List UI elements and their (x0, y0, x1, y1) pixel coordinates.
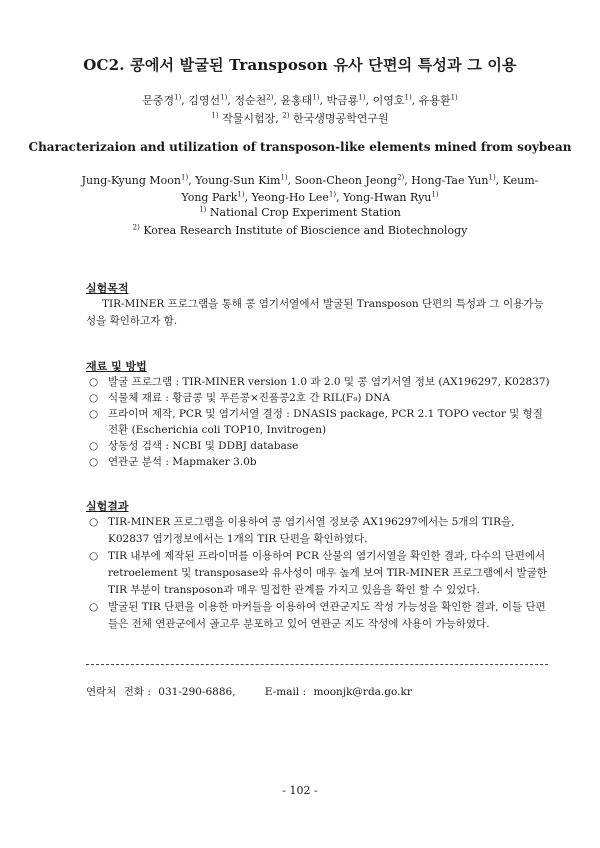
contact-info: 연락처 전화 : 031-290-6886, E-mail : moonjk@rda.go.kr (86, 686, 412, 698)
author-ko: 유용환$^{1)}$ (418, 93, 458, 107)
circle-bullet-icon: ○ (89, 376, 99, 388)
circle-bullet-icon: ○ (89, 550, 99, 562)
author-ko: 정순천$^{2)}$ (234, 93, 274, 107)
list-item: ○ TIR-MINER 프로그램을 이용하여 콩 염기서열 정보중 AX196297에서는 5개의 TIR을, K02837 염기정보에서는 1개의 TIR 단편을 확인하였다. (89, 516, 515, 545)
author-en: Yong-Hwan Ryu$^{1)}$ (343, 190, 439, 204)
circle-bullet-icon: ○ (89, 392, 99, 404)
purpose-text: TIR-MINER 프로그램을 통해 콩 염기서열에서 발굴된 Transposon 단편의 특성과 그 이용가능성을 확인하고자 함. (86, 298, 544, 327)
author-en: Yeong-Ho Lee$^{1)}$ (251, 190, 337, 204)
email-address: moonjk@rda.go.kr (313, 686, 412, 698)
circle-bullet-icon: ○ (89, 601, 99, 613)
list-item: ○ 식물체 재료 : 황금콩 및 푸른콩×진품콩2호 간 RIL(F₉) DNA (89, 392, 391, 404)
circle-bullet-icon: ○ (89, 440, 99, 452)
korean-title: OC2. 콩에서 발굴된 Transposon 유사 단편의 특성과 그 이용 (83, 56, 517, 74)
author-en: Keum-Yong Park$^{1)}$ (181, 174, 539, 204)
list-item: ○ 발굴된 TIR 단편을 이용한 마커들을 이용하여 연관군지도 작성 가능성을 확인한 결과, 이들 단편들은 전체 연관군에서 골고루 분포하고 있어 연관군 지도 작성에 사용이 가능하였다. (89, 601, 546, 630)
list-item: ○ 상동성 검색 : NCBI 및 DDBJ database (89, 440, 299, 452)
korean-authors: 문중경$^{1)}$, 김영선$^{1)}$, 정순천$^{2)}$, 윤홍태$^{1)}$, 박금룡$^{1)}$, 이영호$^{1)}$, 유용환$^{1)}$ (142, 93, 458, 107)
korean-affiliations: $^{1)}$ 작물시험장, $^{2)}$ 한국생명공학연구원 (211, 111, 389, 125)
circle-bullet-icon: ○ (89, 456, 99, 468)
page-number: - 102 - (282, 784, 318, 797)
list-item: ○ 연관군 분석 : Mapmaker 3.0b (89, 456, 257, 468)
author-ko: 윤홍태$^{1)}$ (280, 93, 320, 107)
list-item: ○ 발굴 프로그램 : TIR-MINER version 1.0 과 2.0 및 콩 염기서열 정보 (AX196297, K02837) (89, 376, 550, 388)
english-authors: Jung-Kyung Moon$^{1)}$, Young-Sun Kim$^{1)}$, Soon-Cheon Jeong$^{2)}$, Hong-Tae Yun$^{1)}$, Keum-Yong Park$^{1)}$, Yeong-Ho Lee$^{1)}$, Yong-Hwan Ryu$^{1)}$ (81, 173, 539, 204)
author-ko: 이영호$^{1)}$ (372, 93, 412, 107)
author-en: Jung-Kyung Moon$^{1)}$ (81, 173, 189, 187)
list-item: ○ TIR 내부에 제작된 프라이머를 이용하여 PCR 산물의 염기서열을 확인한 결과, 다수의 단편에서 retroelement 및 transposase와 유사성이 매우 높게 보여 TIR-MINER 프로그램에서 발굴한 TIR 부분이 transposon과 매우 밀접한 관계를 가지고 있음을 확인 할 수 있었다. (89, 550, 547, 596)
dashed-divider (86, 664, 548, 665)
author-ko: 박금룡$^{1)}$ (326, 93, 366, 107)
purpose-heading: 실험목적 (86, 282, 129, 295)
circle-bullet-icon: ○ (89, 516, 99, 528)
author-en: Soon-Cheon Jeong$^{2)}$ (294, 173, 405, 187)
circle-bullet-icon: ○ (89, 408, 99, 420)
materials-list (86, 374, 550, 470)
author-en: Hong-Tae Yun$^{1)}$ (411, 173, 496, 187)
english-title: Characterizaion and utilization of transposon-like elements mined from soybean (28, 140, 572, 154)
english-affiliation-2: $^{2)}$ Korea Research Institute of Bioscience and Biotechnology (132, 223, 468, 237)
materials-heading: 재료 및 방법 (86, 360, 147, 373)
results-heading: 실험결과 (86, 500, 129, 513)
list-item: ○ 프라이머 제작, PCR 및 염기서열 결정 : DNASIS package, PCR 2.1 TOPO vector 및 형질전환 (Escherichia coli TOP10, Invitrogen) (89, 408, 543, 436)
author-ko: 문중경$^{1)}$ (142, 93, 182, 107)
author-ko: 김영선$^{1)}$ (188, 93, 228, 107)
english-affiliation-1: $^{1)}$ National Crop Experiment Station (199, 205, 401, 219)
author-en: Young-Sun Kim$^{1)}$ (195, 173, 288, 187)
results-list (86, 514, 550, 633)
